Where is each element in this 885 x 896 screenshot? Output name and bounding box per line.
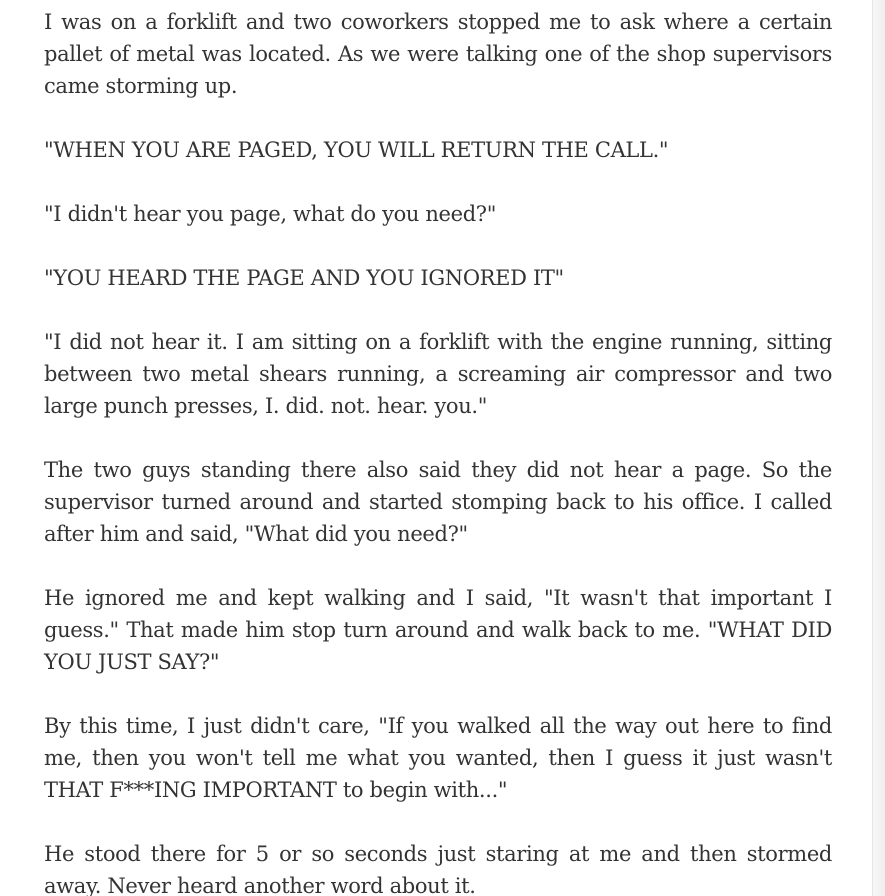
story-paragraph: "I didn't hear you page, what do you need?" bbox=[44, 202, 497, 226]
scrollbar-track[interactable] bbox=[872, 0, 885, 896]
story-paragraph: "YOU HEARD THE PAGE AND YOU IGNORED IT" bbox=[44, 266, 564, 290]
story-article bbox=[44, 6, 832, 896]
story-paragraph: By this time, I just didn't care, "If you walked all the way out here to find me, then you won't tell me what you wanted, then I guess it just wasn't THAT F***ING IMPORTANT to begin with..." bbox=[44, 714, 832, 802]
story-paragraph: "WHEN YOU ARE PAGED, YOU WILL RETURN THE CALL." bbox=[44, 138, 669, 162]
story-paragraph: He stood there for 5 or so seconds just staring at me and then stormed away. Never heard another word about it. bbox=[44, 842, 832, 896]
story-paragraph: The two guys standing there also said they did not hear a page. So the supervisor turned around and started stomping back to his office. I called after him and said, "What did you need?" bbox=[44, 458, 832, 546]
story-paragraph: I was on a forklift and two coworkers stopped me to ask where a certain pallet of metal was located. As we were talking one of the shop supervisors came storming up. bbox=[44, 10, 832, 98]
story-paragraph: "I did not hear it. I am sitting on a forklift with the engine running, sitting between two metal shears running, a screaming air compressor and two large punch presses, I. did. not. hear. you." bbox=[44, 330, 832, 418]
story-paragraph: He ignored me and kept walking and I said, "It wasn't that important I guess." That made him stop turn around and walk back to me. "WHAT DID YOU JUST SAY?" bbox=[44, 586, 832, 674]
